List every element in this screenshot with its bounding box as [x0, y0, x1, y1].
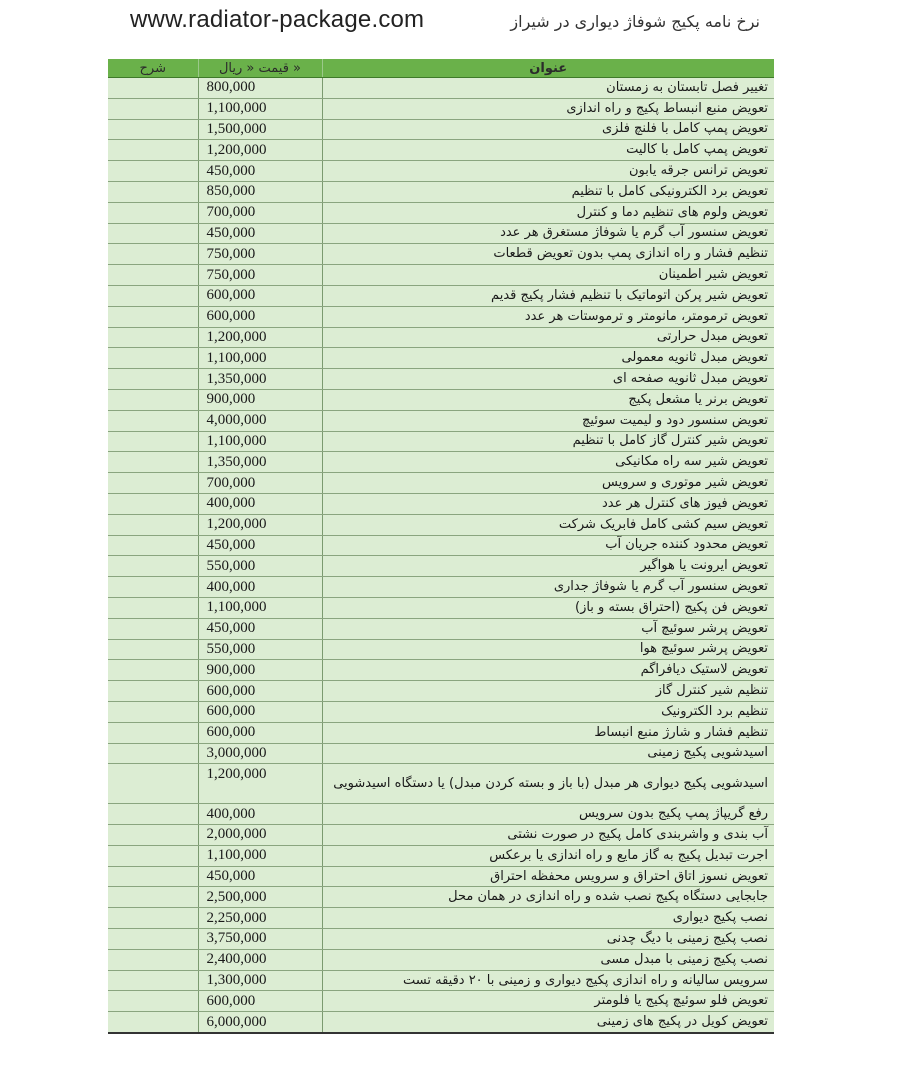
row-title: تعویض پمپ کامل با فلنچ فلزی	[322, 119, 774, 140]
row-description-cell	[108, 825, 198, 846]
table-row	[108, 722, 774, 743]
row-title: تعویض ترانس جرقه یابون	[322, 161, 774, 182]
row-title: تعویض سیم کشی کامل فابریک شرکت	[322, 514, 774, 535]
document-title: نرخ نامه پکیج شوفاژ دیواری در شیراز	[510, 12, 760, 31]
row-description-cell	[108, 660, 198, 681]
row-description-cell	[108, 389, 198, 410]
price-table	[108, 59, 774, 1034]
row-description-cell	[108, 908, 198, 929]
row-description-cell	[108, 681, 198, 702]
table-row	[108, 535, 774, 556]
row-description-cell	[108, 866, 198, 887]
table-header-row	[108, 59, 774, 78]
row-price: 600,000	[198, 701, 322, 722]
row-description-cell	[108, 764, 198, 804]
table-row	[108, 285, 774, 306]
row-title: تعویض پرشر سوئیچ هوا	[322, 639, 774, 660]
row-description-cell	[108, 181, 198, 202]
row-title: تنظیم شیر کنترل گاز	[322, 681, 774, 702]
row-price: 900,000	[198, 389, 322, 410]
row-description-cell	[108, 119, 198, 140]
table-body	[108, 78, 774, 1034]
row-price: 750,000	[198, 265, 322, 286]
row-price: 800,000	[198, 78, 322, 99]
row-price: 600,000	[198, 681, 322, 702]
row-title: تعویض ترمومتر، مانومتر و ترموستات هر عدد	[322, 306, 774, 327]
row-title: نصب پکیج دیواری	[322, 908, 774, 929]
row-description-cell	[108, 223, 198, 244]
row-price: 1,100,000	[198, 845, 322, 866]
table-row	[108, 743, 774, 764]
row-description-cell	[108, 348, 198, 369]
row-description-cell	[108, 431, 198, 452]
row-price: 550,000	[198, 639, 322, 660]
row-description-cell	[108, 845, 198, 866]
row-price: 400,000	[198, 804, 322, 825]
row-title: تعویض منبع انبساط پکیج و راه اندازی	[322, 98, 774, 119]
row-description-cell	[108, 970, 198, 991]
row-description-cell	[108, 577, 198, 598]
row-title: جابجایی دستگاه پکیج نصب شده و راه اندازی در همان محل	[322, 887, 774, 908]
table-row	[108, 431, 774, 452]
row-price: 600,000	[198, 306, 322, 327]
site-url: www.radiator-package.com	[130, 6, 425, 33]
row-description-cell	[108, 618, 198, 639]
row-description-cell	[108, 1012, 198, 1033]
table-row	[108, 369, 774, 390]
row-title: تعویض شیر سه راه مکانیکی	[322, 452, 774, 473]
table-row	[108, 949, 774, 970]
table-row	[108, 597, 774, 618]
row-title: تعویض سنسور آب گرم یا شوفاژ جداری	[322, 577, 774, 598]
table-row	[108, 908, 774, 929]
row-price: 4,000,000	[198, 410, 322, 431]
row-title: تعویض ایرونت یا هواگیر	[322, 556, 774, 577]
table-row	[108, 804, 774, 825]
row-title: تعویض لاستیک دیافراگم	[322, 660, 774, 681]
row-title: تعویض نسوز اتاق احتراق و سرویس محفظه احتراق	[322, 866, 774, 887]
table-row	[108, 845, 774, 866]
row-price: 550,000	[198, 556, 322, 577]
row-price: 2,000,000	[198, 825, 322, 846]
table-row	[108, 389, 774, 410]
table-row	[108, 556, 774, 577]
row-description-cell	[108, 701, 198, 722]
row-price: 600,000	[198, 991, 322, 1012]
row-title: تنظیم فشار و شارژ منبع انبساط	[322, 722, 774, 743]
row-title: سرویس سالیانه و راه اندازی پکیج دیواری و زمینی با ۲۰ دقیقه تست	[322, 970, 774, 991]
row-price: 400,000	[198, 493, 322, 514]
row-description-cell	[108, 244, 198, 265]
row-price: 1,200,000	[198, 514, 322, 535]
table-row	[108, 265, 774, 286]
row-price: 600,000	[198, 285, 322, 306]
row-description-cell	[108, 306, 198, 327]
row-description-cell	[108, 473, 198, 494]
row-description-cell	[108, 285, 198, 306]
row-price: 1,100,000	[198, 431, 322, 452]
row-title: تعویض سنسور دود و لیمیت سوئیچ	[322, 410, 774, 431]
row-description-cell	[108, 327, 198, 348]
row-price: 1,350,000	[198, 369, 322, 390]
table-row	[108, 410, 774, 431]
table-row	[108, 327, 774, 348]
row-price: 450,000	[198, 618, 322, 639]
row-price: 450,000	[198, 161, 322, 182]
row-title: تعویض سنسور آب گرم یا شوفاژ مستغرق هر عدد	[322, 223, 774, 244]
row-description-cell	[108, 929, 198, 950]
row-description-cell	[108, 161, 198, 182]
row-price: 1,500,000	[198, 119, 322, 140]
row-description-cell	[108, 514, 198, 535]
header-price: قیمت « ریال »	[198, 59, 322, 78]
row-description-cell	[108, 949, 198, 970]
row-title: تعویض مبدل ثانویه معمولی	[322, 348, 774, 369]
table-row	[108, 618, 774, 639]
table-row	[108, 681, 774, 702]
row-description-cell	[108, 98, 198, 119]
table-row	[108, 493, 774, 514]
table-row	[108, 306, 774, 327]
row-price: 600,000	[198, 722, 322, 743]
row-description-cell	[108, 639, 198, 660]
row-title: تغییر فصل تابستان به زمستان	[322, 78, 774, 99]
row-price: 750,000	[198, 244, 322, 265]
table-row	[108, 866, 774, 887]
row-title: تعویض فن پکیج (احتراق بسته و باز)	[322, 597, 774, 618]
row-price: 700,000	[198, 202, 322, 223]
row-description-cell	[108, 410, 198, 431]
row-title: تعویض فیوز های کنترل هر عدد	[322, 493, 774, 514]
row-title: نصب پکیج زمینی با مبدل مسی	[322, 949, 774, 970]
row-description-cell	[108, 369, 198, 390]
row-description-cell	[108, 887, 198, 908]
table-row	[108, 991, 774, 1012]
row-title: نصب پکیج زمینی با دیگ چدنی	[322, 929, 774, 950]
table-row	[108, 970, 774, 991]
table-row	[108, 119, 774, 140]
table-row	[108, 887, 774, 908]
table-row	[108, 140, 774, 161]
row-title: اسیدشویی پکیج دیواری هر مبدل (با باز و بسته کردن مبدل) یا دستگاه اسیدشویی	[322, 764, 774, 804]
row-description-cell	[108, 78, 198, 99]
row-price: 2,250,000	[198, 908, 322, 929]
row-price: 450,000	[198, 223, 322, 244]
row-price: 1,200,000	[198, 140, 322, 161]
row-title: تعویض شیر اطمینان	[322, 265, 774, 286]
row-title: اجرت تبدیل پکیج به گاز مایع و راه اندازی یا برعکس	[322, 845, 774, 866]
table-row	[108, 98, 774, 119]
row-description-cell	[108, 452, 198, 473]
row-title: تعویض مبدل حرارتی	[322, 327, 774, 348]
row-price: 1,300,000	[198, 970, 322, 991]
table-row	[108, 452, 774, 473]
row-description-cell	[108, 743, 198, 764]
row-price: 700,000	[198, 473, 322, 494]
row-description-cell	[108, 991, 198, 1012]
table-row	[108, 348, 774, 369]
row-price: 1,100,000	[198, 348, 322, 369]
table-row	[108, 701, 774, 722]
row-price: 850,000	[198, 181, 322, 202]
row-price: 1,200,000	[198, 327, 322, 348]
table-row	[108, 660, 774, 681]
table-row	[108, 929, 774, 950]
row-price: 450,000	[198, 866, 322, 887]
row-price: 1,100,000	[198, 98, 322, 119]
row-title: تعویض پرشر سوئیچ آب	[322, 618, 774, 639]
table-row	[108, 1012, 774, 1033]
row-title: اسیدشویی پکیج زمینی	[322, 743, 774, 764]
row-description-cell	[108, 722, 198, 743]
table-row	[108, 78, 774, 99]
row-title: تعویض مبدل ثانویه صفحه ای	[322, 369, 774, 390]
row-description-cell	[108, 556, 198, 577]
row-price: 1,200,000	[198, 764, 322, 804]
row-price: 900,000	[198, 660, 322, 681]
row-title: تعویض برنر یا مشعل پکیج	[322, 389, 774, 410]
row-title: تعویض کویل در پکیج های زمینی	[322, 1012, 774, 1033]
table-row	[108, 181, 774, 202]
table-row	[108, 161, 774, 182]
row-description-cell	[108, 140, 198, 161]
table-row	[108, 825, 774, 846]
row-description-cell	[108, 265, 198, 286]
row-price: 400,000	[198, 577, 322, 598]
row-description-cell	[108, 535, 198, 556]
table-row	[108, 473, 774, 494]
table-row	[108, 514, 774, 535]
row-title: تعویض شیر کنترل گاز کامل با تنظیم	[322, 431, 774, 452]
header-description: شرح	[108, 59, 198, 78]
row-price: 1,100,000	[198, 597, 322, 618]
row-title: تعویض پمپ کامل با کالیت	[322, 140, 774, 161]
row-title: تعویض شیر موتوری و سرویس	[322, 473, 774, 494]
row-title: تعویض ولوم های تنظیم دما و کنترل	[322, 202, 774, 223]
table-row	[108, 639, 774, 660]
row-title: تعویض فلو سوئیچ پکیج یا فلومتر	[322, 991, 774, 1012]
row-price: 450,000	[198, 535, 322, 556]
row-title: تنظیم برد الکترونیک	[322, 701, 774, 722]
row-title: تعویض شیر پرکن اتوماتیک با تنظیم فشار پکیج قدیم	[322, 285, 774, 306]
table-row	[108, 764, 774, 804]
row-description-cell	[108, 493, 198, 514]
table-row	[108, 202, 774, 223]
table-row	[108, 223, 774, 244]
row-price: 2,400,000	[198, 949, 322, 970]
row-price: 3,000,000	[198, 743, 322, 764]
row-description-cell	[108, 804, 198, 825]
row-description-cell	[108, 597, 198, 618]
table-row	[108, 244, 774, 265]
row-price: 3,750,000	[198, 929, 322, 950]
row-price: 2,500,000	[198, 887, 322, 908]
row-title: تنظیم فشار و راه اندازی پمپ بدون تعویض قطعات	[322, 244, 774, 265]
row-description-cell	[108, 202, 198, 223]
row-price: 6,000,000	[198, 1012, 322, 1033]
row-title: رفع گریپاژ پمپ پکیج بدون سرویس	[322, 804, 774, 825]
row-title: آب بندی و واشربندی کامل پکیج در صورت نشتی	[322, 825, 774, 846]
row-price: 1,350,000	[198, 452, 322, 473]
row-title: تعویض محدود کننده جریان آب	[322, 535, 774, 556]
header-title: عنوان	[322, 59, 774, 78]
row-title: تعویض برد الکترونیکی کامل با تنظیم	[322, 181, 774, 202]
table-row	[108, 577, 774, 598]
